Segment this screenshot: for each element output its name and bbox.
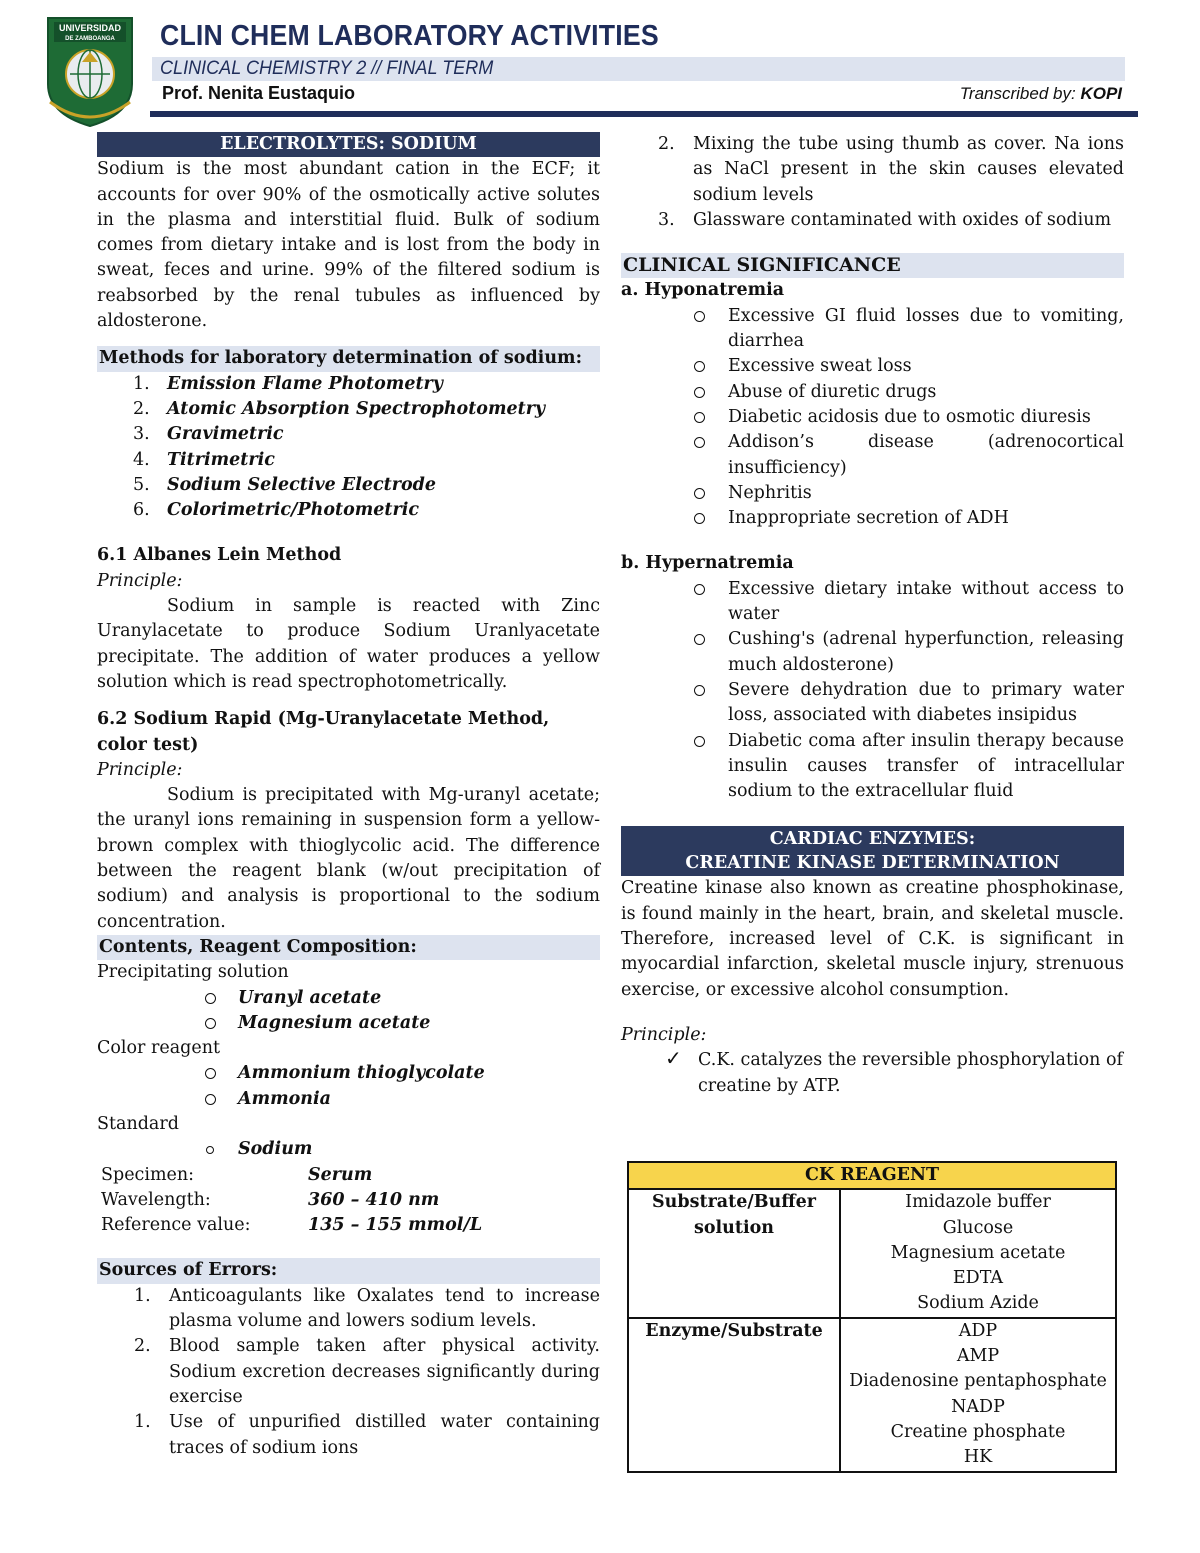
rapid-title: 6.2 Sodium Rapid (Mg-Uranylacetate Method, color test) [97,709,550,755]
clinical-significance-title: CLINICAL SIGNIFICANCE [621,253,1124,278]
document-subtitle: CLINICAL CHEMISTRY 2 // FINAL TERM [160,58,494,79]
hyponatremia-list [621,304,1124,532]
list-item: Excessive GI fluid losses due to vomiting, diarrhea [621,304,1124,355]
cardiac-enzymes-title [621,826,1124,876]
list-item: 2. Atomic Absorption Spectrophotometry [133,398,546,419]
list-item: 2. Mixing the tube using thumb as cover. Na ions as NaCl present in the skin causes elevated sodium levels [658,134,1124,205]
list-item: Ammonium thioglycolate [97,1061,600,1086]
list-item: 4. Titrimetric [133,449,275,470]
albanes-principle: Sodium in sample is reacted with Zinc Uranylacetate to produce Sodium Uranlyacetate precipitate. The addition of water produces a yellow solution which is read spectrophotometrically. [97,596,600,692]
row-items: Imidazole buffer Glucose Magnesium acetate EDTA Sodium Azide [840,1189,1116,1317]
university-logo [40,14,140,130]
table-header-row [628,1162,1116,1189]
list-item: Inappropriate secretion of ADH [621,506,1124,531]
left-column [97,132,600,1461]
list-item: Ammonia [97,1087,600,1112]
logo-text-line2: DE ZAMBOANGA [65,36,115,42]
principle-label: Principle: [621,1024,707,1045]
list-item: Uranyl acetate [97,986,600,1011]
section-title-sodium: ELECTROLYTES: SODIUM [97,132,600,157]
right-column [621,132,1124,1099]
ck-reagent-table [627,1161,1117,1473]
table-row [628,1189,1116,1317]
list-item: Excessive dietary intake without access to water [621,577,1124,628]
ck-principle: ✓ C.K. catalyzes the reversible phosphorylation of creatine by ATP. [665,1046,1123,1096]
list-item: Magnesium acetate [97,1011,600,1036]
hyponatremia-title: a. Hyponatremia [621,280,785,301]
hypernatremia-list [621,577,1124,805]
list-item: Addison’s disease (adrenocortical insufficiency) [621,430,1124,481]
color-reagent-list [97,1061,600,1112]
check-icon: ✓ [665,1046,682,1071]
header-divider [150,111,1138,117]
principle-label: Principle: [97,759,183,780]
table-title: CK REAGENT [628,1162,1116,1189]
professor-name: Prof. Nenita Eustaquio [162,83,356,103]
transcribed-by [960,84,1122,104]
list-item: Cushing's (adrenal hyperfunction, releasing much aldosterone) [621,627,1124,678]
list-item: Nephritis [621,481,1124,506]
hypernatremia-title: b. Hypernatremia [621,553,794,574]
document-title: CLIN CHEM LABORATORY ACTIVITIES [160,20,659,52]
list-item: 3. Glassware contaminated with oxides of sodium [658,209,1112,230]
list-item: Abuse of diuretic drugs [621,380,1124,405]
list-item: 1. Emission Flame Photometry [133,373,443,394]
list-item: 3. Gravimetric [133,424,284,445]
row-label: Enzyme/Substrate [628,1318,840,1472]
transcribed-label: Transcribed by: [959,84,1076,103]
list-item: 2. Blood sample taken after physical activity. Sodium excretion decreases significantly during exercise [134,1336,600,1407]
errors-list [97,1284,600,1461]
reference-value-row: Reference value: 135 – 155 mmol/L [101,1215,483,1236]
contents-title: Contents, Reagent Composition: [97,935,600,960]
list-item: 1. Anticoagulants like Oxalates tend to increase plasma volume and lowers sodium levels. [134,1285,600,1332]
errors-list-continued [621,132,1124,233]
sodium-intro: Sodium is the most abundant cation in the ECF; it accounts for over 90% of the osmotically active solutes in the plasma and interstitial fluid. Bulk of sodium comes from dietary intake and is lost from the body in sweat, feces and urine. 99% of the filtered sodium is reabsorbed by the renal tubules as influenced by aldosterone. [97,159,600,332]
list-item: Severe dehydration due to primary water loss, associated with diabetes insipidus [621,678,1124,729]
list-item: Diabetic coma after insulin therapy because insulin causes transfer of intracellular sodium to the extracellular fluid [621,729,1124,805]
specimen-row: Specimen: Serum [101,1164,373,1185]
row-label: Substrate/Buffer solution [628,1189,840,1317]
rapid-principle: Sodium is precipitated with Mg-uranyl acetate; the uranyl ions remaining in suspension form a yellow-brown complex with thioglycolic acid. The difference between the reagent blank (w/out precipitation of sodium) and analysis is proportional to the sodium concentration. [97,785,600,932]
albanes-title: 6.1 Albanes Lein Method [97,545,342,566]
wavelength-row: Wavelength: 360 – 410 nm [101,1189,440,1210]
ck-intro: Creatine kinase also known as creatine phosphokinase, is found mainly in the heart, brain, and skeletal muscle. Therefore, increased level of C.K. is significant in myocardial infarction, skeletal muscle injury, strenuous exercise, or excessive alcohol consumption. [621,878,1124,1000]
row-items: ADP AMP Diadenosine pentaphosphate NADP Creatine phosphate HK [840,1318,1116,1472]
precipitating-label: Precipitating solution [97,962,289,983]
standard-label: Standard [97,1113,179,1134]
list-item: Excessive sweat loss [621,354,1124,379]
color-reagent-label: Color reagent [97,1038,221,1059]
list-item: 5. Sodium Selective Electrode [133,474,436,495]
precipitating-list [97,986,600,1037]
logo-text-line1: UNIVERSIDAD [58,23,122,33]
list-item: Sodium [97,1137,600,1162]
cardiac-title-line2: CREATINE KINASE DETERMINATION [685,853,1060,874]
methods-list [97,372,600,524]
methods-title: Methods for laboratory determination of sodium: [97,346,600,371]
standard-list [97,1137,600,1162]
list-item: 6. Colorimetric/Photometric [133,500,420,521]
list-item: 1. Use of unpurified distilled water containing traces of sodium ions [134,1412,600,1458]
table-row [628,1318,1116,1472]
transcriber-name: KOPI [1080,84,1122,103]
cardiac-title-line1: CARDIAC ENZYMES: [769,829,976,850]
errors-title: Sources of Errors: [97,1258,600,1283]
principle-label: Principle: [97,570,183,591]
list-item: Diabetic acidosis due to osmotic diuresis [621,405,1124,430]
